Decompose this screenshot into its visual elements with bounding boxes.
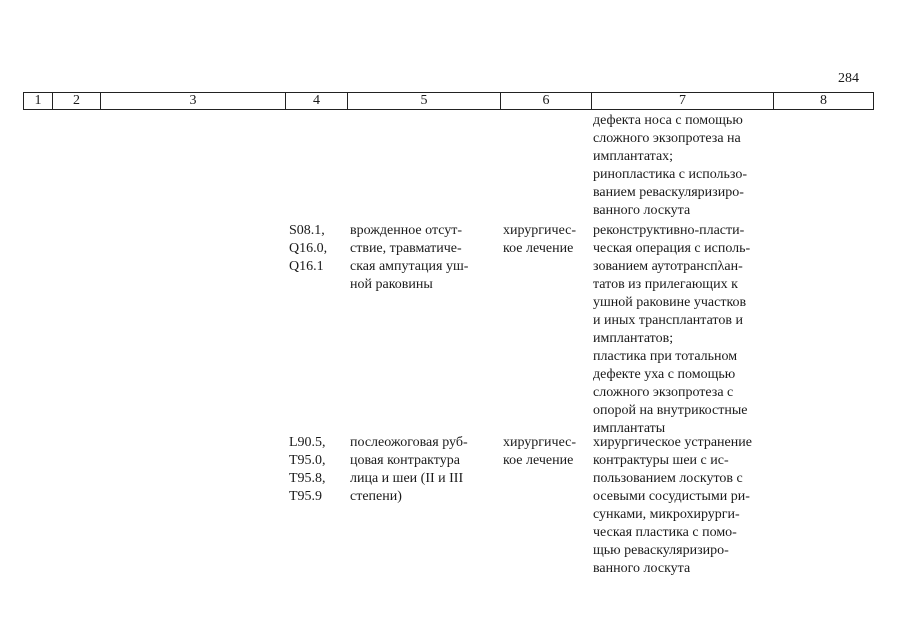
method-line: сложного экзопротеза на: [593, 131, 741, 146]
method-line: дефекта носа с помощью: [593, 113, 743, 128]
table-header: [23, 92, 874, 110]
code-line: T95.9: [289, 489, 323, 504]
method-line: контрактуры шеи с ис-: [593, 453, 729, 468]
method-line: ческая операция с исполь-: [593, 241, 751, 256]
method-line: имплантатах;: [593, 149, 674, 164]
header-col-3: 3: [101, 93, 286, 110]
header-col-4: 4: [286, 93, 348, 110]
condition-line: ной раковины: [350, 277, 433, 292]
header-col-8: 8: [774, 93, 874, 110]
method-line: опорой на внутрикостные: [593, 403, 748, 418]
method-line: ванного лоскута: [593, 561, 691, 576]
treatment-line: хирургичес-: [503, 435, 577, 450]
method-line: пользованием лоскутов с: [593, 471, 743, 486]
condition-line: врожденное отсут-: [350, 223, 463, 238]
method-line: ринопластика с использо-: [593, 167, 748, 182]
header-col-1: 1: [24, 93, 53, 110]
method-line: ванного лоскута: [593, 203, 691, 218]
method-line: ушной раковине участков: [593, 295, 747, 310]
method-line: дефекте уха с помощью: [593, 367, 736, 382]
method-line: и иных трансплантатов и: [593, 313, 743, 328]
method-line: хирургическое устранение: [593, 435, 752, 450]
row-0-method: [593, 112, 768, 220]
method-line: ческая пластика с помо-: [593, 525, 737, 540]
row-1-treatment: [503, 222, 588, 258]
code-line: S08.1,: [289, 223, 325, 238]
method-line: татов из прилегающих к: [593, 277, 738, 292]
treatment-line: кое лечение: [503, 453, 574, 468]
row-2-treatment: [503, 434, 588, 470]
header-col-5: 5: [348, 93, 501, 110]
header-col-2: 2: [53, 93, 101, 110]
method-line: осевыми сосудистыми ри-: [593, 489, 750, 504]
method-line: щью реваскуляризиро-: [593, 543, 729, 558]
condition-line: послеожоговая руб-: [350, 435, 468, 450]
row-2-method: [593, 434, 768, 578]
condition-line: лица и шеи (II и III: [350, 471, 464, 486]
code-line: T95.0,: [289, 453, 326, 468]
method-line: сложного экзопротеза с: [593, 385, 734, 400]
method-line: сунками, микрохирурги-: [593, 507, 740, 522]
treatment-line: кое лечение: [503, 241, 574, 256]
method-line: имплантаты: [593, 421, 666, 436]
method-line: имплантатов;: [593, 331, 674, 346]
code-line: L90.5,: [289, 435, 326, 450]
method-line: реконструктивно-пласти-: [593, 223, 745, 238]
method-line: пластика при тотальном: [593, 349, 738, 364]
page-number: 284: [838, 71, 859, 86]
row-1-method: [593, 222, 768, 438]
method-line: ванием реваскуляризиро-: [593, 185, 744, 200]
row-2-condition: [350, 434, 493, 506]
header-col-7: 7: [592, 93, 774, 110]
row-2-codes: [289, 434, 344, 506]
code-line: Q16.1: [289, 259, 324, 274]
header-col-6: 6: [501, 93, 592, 110]
code-line: T95.8,: [289, 471, 326, 486]
condition-line: ская ампутация уш-: [350, 259, 469, 274]
condition-line: цовая контрактура: [350, 453, 460, 468]
row-1-condition: [350, 222, 493, 294]
row-1-codes: [289, 222, 344, 276]
code-line: Q16.0,: [289, 241, 328, 256]
method-line: зованием аутотранспλан-: [593, 259, 743, 274]
condition-line: ствие, травматиче-: [350, 241, 462, 256]
treatment-line: хирургичес-: [503, 223, 577, 238]
condition-line: степени): [350, 489, 402, 504]
